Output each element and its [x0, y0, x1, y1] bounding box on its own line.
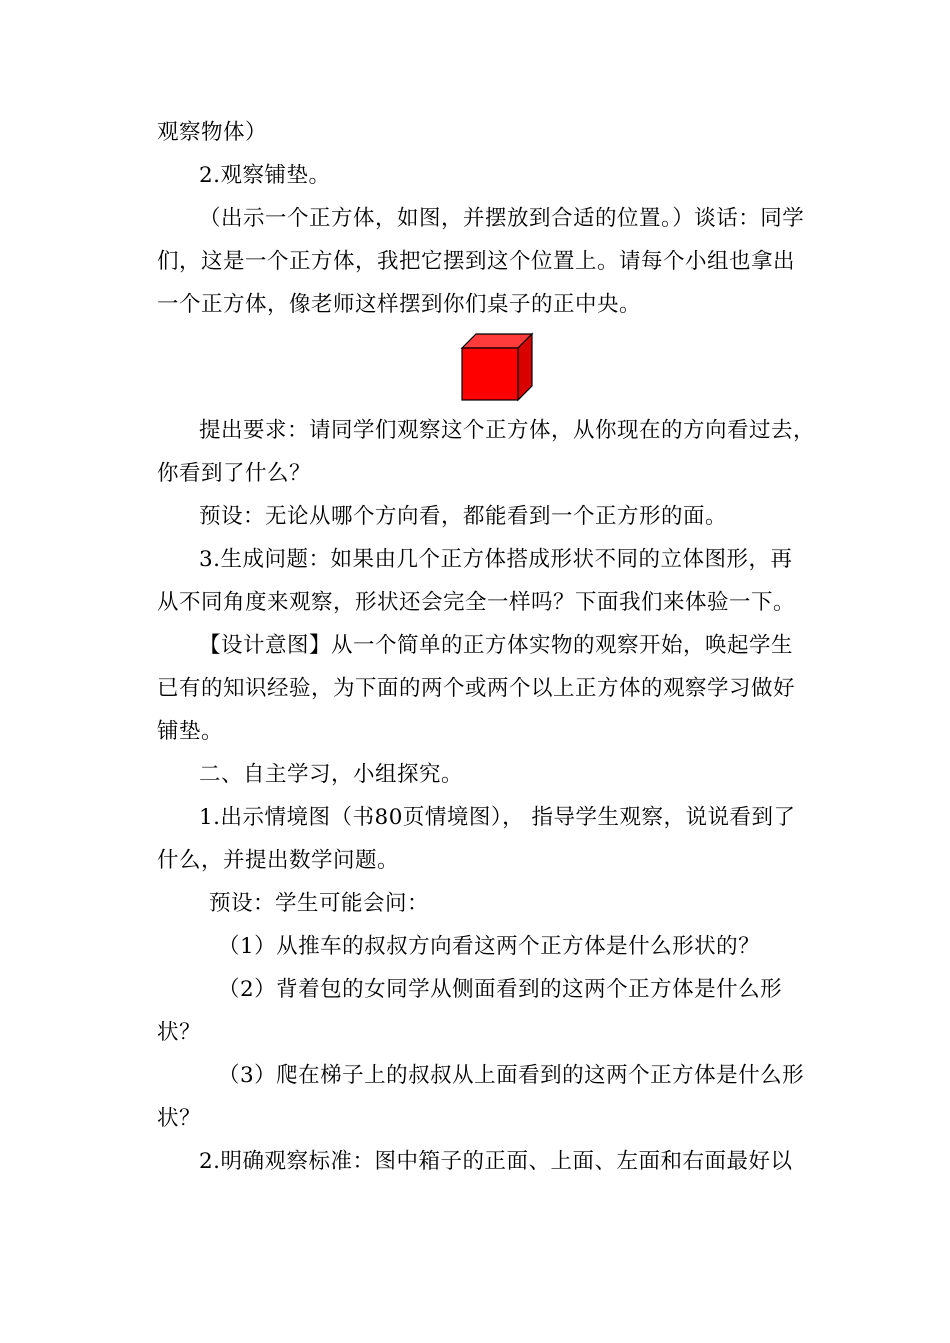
- text-line: （出示一个正方体，如图，并摆放到合适的位置。）谈话：同学: [199, 206, 805, 231]
- text-line: 2.明确观察标准：图中箱子的正面、上面、左面和右面最好以: [199, 1149, 793, 1174]
- text-line: 3.生成问题：如果由几个正方体搭成形状不同的立体图形，再: [199, 547, 793, 572]
- cube-icon: [460, 332, 534, 402]
- text-line: 预设：学生可能会问：: [209, 891, 430, 916]
- text-line: 【设计意图】从一个简单的正方体实物的观察开始，唤起学生: [199, 633, 794, 658]
- text-line: 们，这是一个正方体，我把它摆到这个位置上。请每个小组也拿出: [157, 249, 796, 274]
- text-line: 已有的知识经验，为下面的两个或两个以上正方体的观察学习做好: [157, 676, 796, 701]
- text-line: 提出要求：请同学们观察这个正方体，从你现在的方向看过去，: [199, 418, 816, 443]
- text-line: 从不同角度来观察，形状还会完全一样吗？下面我们来体验一下。: [157, 590, 796, 615]
- text-line: 1.出示情境图（书80页情境图）， 指导学生观察，说说看到了: [199, 805, 796, 830]
- text-line: （3）爬在梯子上的叔叔从上面看到的这两个正方体是什么形: [218, 1063, 805, 1088]
- text-line: 预设：无论从哪个方向看，都能看到一个正方形的面。: [199, 504, 728, 529]
- cube-front-face: [462, 348, 518, 400]
- red-cube-figure: [460, 332, 534, 402]
- text-line: 观察物体）: [157, 120, 268, 145]
- section-heading: 二、自主学习，小组探究。: [199, 762, 464, 787]
- text-line: 2.观察铺垫。: [199, 163, 331, 188]
- text-line: 一个正方体，像老师这样摆到你们桌子的正中央。: [157, 292, 642, 317]
- text-line: 你看到了什么？: [157, 461, 312, 486]
- text-line: （1）从推车的叔叔方向看这两个正方体是什么形状的？: [218, 934, 761, 959]
- text-line: 铺垫。: [157, 719, 224, 744]
- text-line: （2）背着包的女同学从侧面看到的这两个正方体是什么形: [218, 977, 783, 1002]
- text-line: 状？: [157, 1020, 202, 1045]
- text-line: 状？: [157, 1106, 202, 1131]
- text-line: 什么，并提出数学问题。: [157, 848, 400, 873]
